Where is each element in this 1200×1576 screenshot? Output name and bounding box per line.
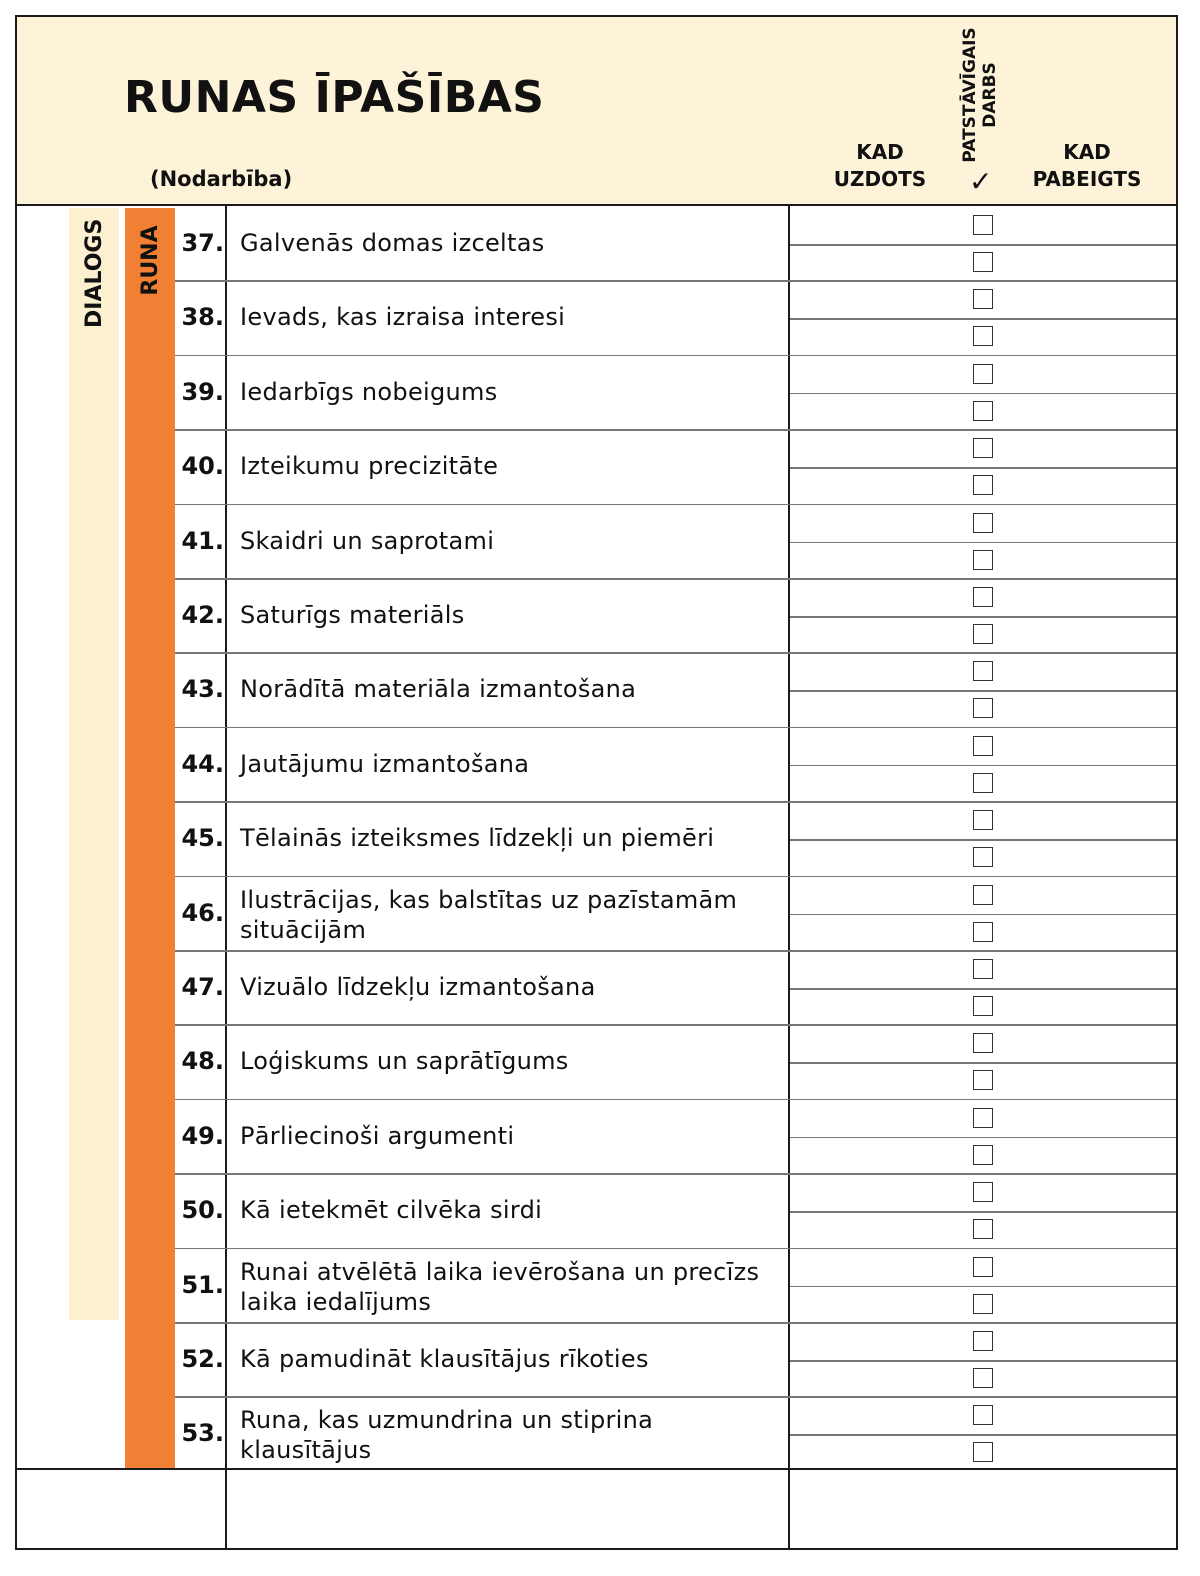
dialogs-band (69, 208, 119, 1320)
checkbox[interactable] (973, 438, 993, 458)
row-number: 49. (181, 1121, 224, 1150)
checkbox[interactable] (973, 1219, 993, 1239)
row-mid-divider (790, 393, 1176, 395)
row-divider (175, 876, 1176, 878)
checkbox[interactable] (973, 252, 993, 272)
runa-label: RUNA (138, 225, 163, 296)
checkbox[interactable] (973, 959, 993, 979)
checkbox[interactable] (973, 513, 993, 533)
table-bottom-rule (17, 1468, 1176, 1470)
row-divider (175, 504, 1176, 506)
row-text: Runai atvēlētā laika ievērošana un precīzs laika iedalījums (240, 1257, 760, 1316)
checkbox[interactable] (973, 1108, 993, 1128)
row-text: Iedarbīgs nobeigums (240, 377, 498, 406)
row-text: Loģiskums un saprātīgums (240, 1047, 569, 1076)
row-mid-divider (790, 542, 1176, 544)
checkbox[interactable] (973, 736, 993, 756)
row-number: 46. (181, 898, 224, 927)
row-number: 53. (181, 1419, 224, 1448)
row-text: Izteikumu precizitāte (240, 452, 499, 481)
checkbox[interactable] (973, 215, 993, 235)
row-divider (175, 1248, 1176, 1250)
row-mid-divider (790, 1286, 1176, 1288)
row-divider (175, 355, 1176, 357)
row-number: 48. (181, 1047, 224, 1076)
checkbox[interactable] (973, 1257, 993, 1277)
checkbox[interactable] (973, 1331, 993, 1351)
dialogs-label: DIALOGS (82, 218, 107, 328)
checkbox[interactable] (973, 1070, 993, 1090)
checkbox[interactable] (973, 1145, 993, 1165)
row-number: 47. (181, 973, 224, 1001)
row-mid-divider (790, 988, 1176, 990)
row-mid-divider (790, 765, 1176, 767)
row-divider (175, 1173, 1176, 1175)
row-mid-divider (790, 690, 1176, 692)
row-divider (175, 801, 1176, 803)
checkbox[interactable] (973, 587, 993, 607)
row-number: 42. (181, 601, 224, 629)
table-header (17, 17, 1176, 206)
row-mid-divider (790, 1434, 1176, 1436)
row-number: 52. (181, 1345, 224, 1373)
row-text: Runa, kas uzmundrina un stiprina klausītājus (240, 1406, 654, 1465)
row-text: Ievads, kas izraisa interesi (240, 303, 566, 332)
row-number: 50. (181, 1196, 224, 1225)
row-mid-divider (790, 1360, 1176, 1362)
checkbox[interactable] (973, 1442, 993, 1462)
checkbox[interactable] (973, 289, 993, 309)
row-divider (175, 950, 1176, 952)
checkbox[interactable] (973, 885, 993, 905)
row-number: 40. (181, 452, 224, 481)
row-text: Kā ietekmēt cilvēka sirdi (240, 1196, 543, 1225)
row-divider (175, 429, 1176, 431)
row-divider (175, 1396, 1176, 1398)
checkbox[interactable] (973, 1294, 993, 1314)
row-mid-divider (790, 616, 1176, 618)
runa-band (125, 208, 175, 1470)
checkbox[interactable] (973, 401, 993, 421)
row-text: Skaidri un saprotami (240, 526, 495, 555)
col-assigned-header: KAD UZDOTS (833, 140, 927, 191)
check-mark-icon: ✓ (969, 165, 993, 198)
row-divider (175, 727, 1176, 729)
row-text: Jautājumu izmantošana (240, 749, 530, 778)
checkbox[interactable] (973, 1368, 993, 1388)
row-divider (175, 578, 1176, 580)
checkbox[interactable] (973, 1405, 993, 1425)
row-number: 43. (181, 675, 224, 704)
row-divider (175, 280, 1176, 282)
checkbox[interactable] (973, 661, 993, 681)
row-mid-divider (790, 244, 1176, 246)
col-completed-header: KAD PABEIGTS (1032, 140, 1142, 191)
row-number: 38. (181, 303, 224, 332)
checkbox[interactable] (973, 810, 993, 830)
row-number: 39. (181, 377, 224, 406)
row-text: Pārliecinoši argumenti (240, 1121, 515, 1150)
row-text: Norādītā materiāla izmantošana (240, 675, 637, 704)
row-mid-divider (790, 839, 1176, 841)
row-text: Vizuālo līdzekļu izmantošana (240, 973, 596, 1001)
row-text: Kā pamudināt klausītājus rīkoties (240, 1345, 649, 1373)
col-independent-label: PATSTĀVĪGAIS DARBS (960, 27, 1000, 163)
checkbox[interactable] (973, 475, 993, 495)
page-subtitle: (Nodarbība) (150, 167, 293, 191)
checkbox[interactable] (973, 364, 993, 384)
checkbox[interactable] (973, 847, 993, 867)
divider-number-text (225, 206, 227, 1550)
row-mid-divider (790, 318, 1176, 320)
checkbox[interactable] (973, 1033, 993, 1053)
checkbox[interactable] (973, 698, 993, 718)
row-mid-divider (790, 467, 1176, 469)
row-number: 45. (181, 824, 224, 853)
checkbox[interactable] (973, 624, 993, 644)
row-divider (175, 1322, 1176, 1324)
checkbox[interactable] (973, 1182, 993, 1202)
row-divider (175, 1099, 1176, 1101)
divider-text-columns (788, 206, 790, 1550)
row-number: 51. (181, 1270, 224, 1299)
row-mid-divider (790, 1137, 1176, 1139)
checkbox[interactable] (973, 773, 993, 793)
checkbox[interactable] (973, 550, 993, 570)
checkbox[interactable] (973, 922, 993, 942)
row-text: Tēlainās izteiksmes līdzekļi un piemēri (240, 824, 715, 853)
row-mid-divider (790, 1062, 1176, 1064)
row-text: Galvenās domas izceltas (240, 229, 545, 257)
row-number: 41. (181, 526, 224, 555)
row-number: 44. (181, 749, 224, 778)
col-independent-header (957, 17, 1017, 177)
row-text: Saturīgs materiāls (240, 601, 465, 629)
row-divider (175, 1024, 1176, 1026)
row-mid-divider (790, 1211, 1176, 1213)
row-divider (175, 652, 1176, 654)
checkbox[interactable] (973, 996, 993, 1016)
row-mid-divider (790, 914, 1176, 916)
checkbox[interactable] (973, 326, 993, 346)
page-title: RUNAS ĪPAŠĪBAS (124, 72, 545, 123)
row-number: 37. (181, 229, 224, 257)
row-text: Ilustrācijas, kas balstītas uz pazīstamām situācijām (240, 885, 738, 944)
